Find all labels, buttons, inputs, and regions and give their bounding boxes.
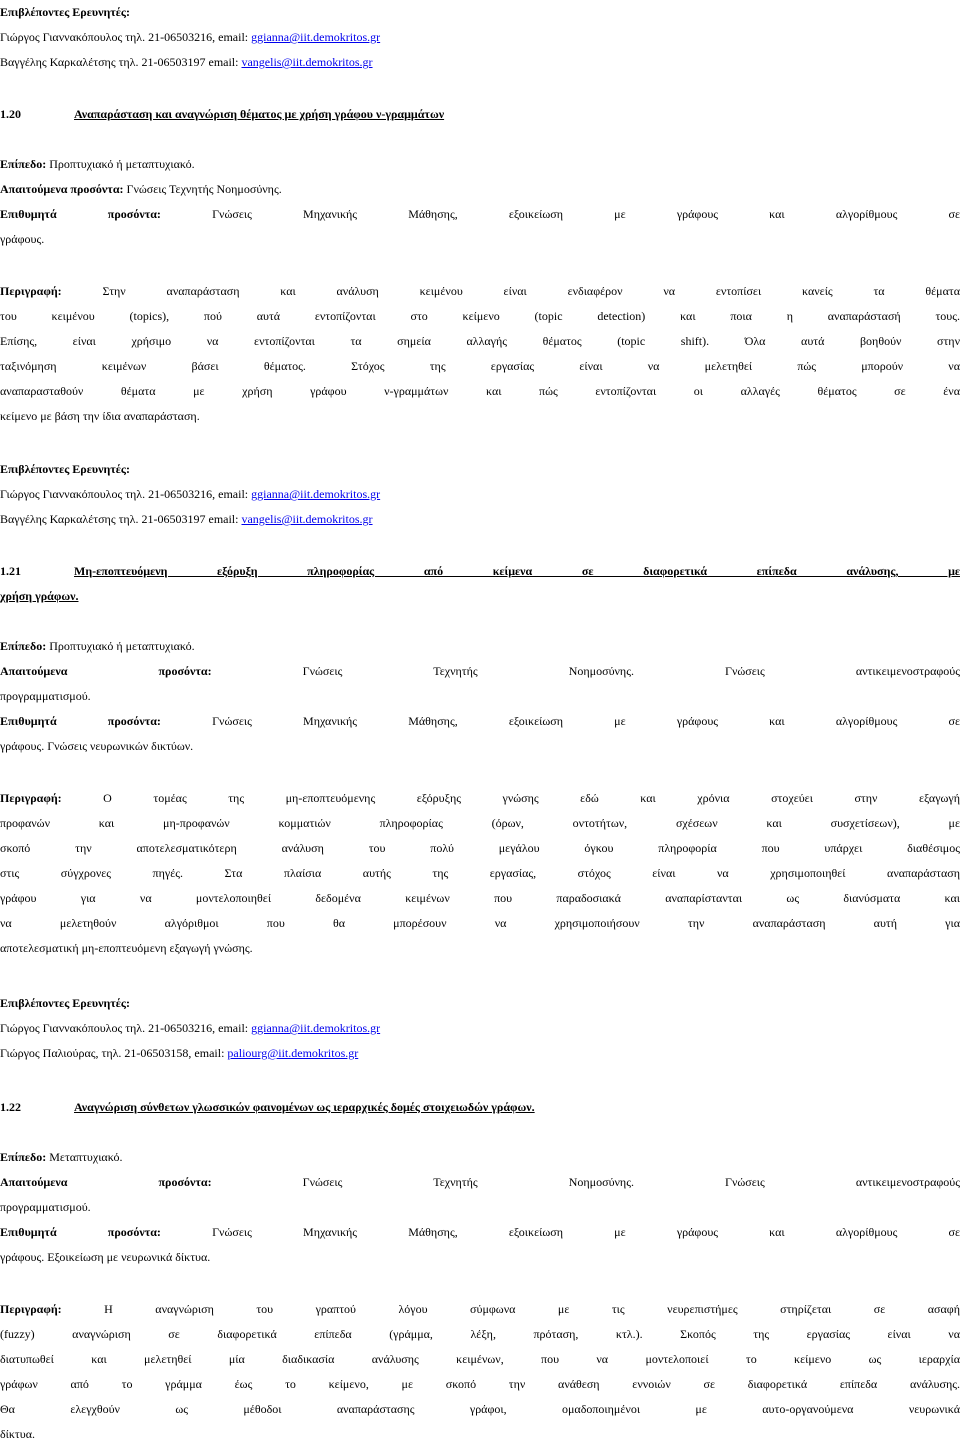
- email-link[interactable]: ggianna@iit.demokritos.gr: [251, 1021, 381, 1035]
- description-line: σκοπό την αποτελεσματικότερη ανάλυση του πολύ μεγάλου όγκου πληροφορία που υπάρχει διαθέσιμος: [0, 841, 960, 855]
- required-skills-line: Απαιτούμενα προσόντα: Γνώσεις Τεχνητής Νοημοσύνης. Γνώσεις αντικειμενοστραφούς: [0, 664, 960, 678]
- description-line: Επίσης, είναι χρήσιμο να εντοπίζονται τα σημεία αλλαγής θέματος (topic shift). Όλα αυτά βοηθούν στην: [0, 334, 960, 348]
- supervisors-heading: Επιβλέποντες Ερευνητές:: [0, 5, 130, 19]
- description-line: Θα ελεγχθούν ως μέθοδοι αναπαράστασης γράφοι, ομαδοποιημένοι με αυτο-οργανούμενα νευρωνικά: [0, 1402, 960, 1416]
- section-title: Αναγνώριση σύνθετων γλωσσικών φαινομένων ως ιεραρχικές δομές στοιχειωδών γράφων.: [74, 1100, 535, 1114]
- required-skills-line: προγραμματισμού.: [0, 1200, 91, 1214]
- section-1-22-description: [0, 1297, 960, 1447]
- desired-skills-line: Επιθυμητά προσόντα: Γνώσεις Μηχανικής Μάθησης, εξοικείωση με γράφους και αλγορίθμους σε: [0, 207, 960, 221]
- required-skills-line: Απαιτούμενα προσόντα: Γνώσεις Τεχνητής Νοημοσύνης. Γνώσεις αντικειμενοστραφούς: [0, 1175, 960, 1189]
- description-line: ταξινόμηση κειμένων βάσει θέματος. Στόχος της εργασίας είναι να μελετηθεί πώς μπορούν να: [0, 359, 960, 373]
- section-1-20-description: [0, 279, 960, 429]
- description-line: δίκτυα.: [0, 1427, 35, 1441]
- desired-skills-line: γράφους. Γνώσεις νευρωνικών δικτύων.: [0, 739, 194, 753]
- level-line: Επίπεδο: Προπτυχιακό ή μεταπτυχιακό.: [0, 157, 195, 171]
- description-line: προφανών και μη-προφανών κομματιών πληροφορίας (όρων, οντοτήτων, σχέσεων και συσχετίσεων), με: [0, 816, 960, 830]
- description-line: αποτελεσματική μη-εποπτευόμενη εξαγωγή γνώσης.: [0, 941, 253, 955]
- description-line: κείμενο με βάση την ίδια αναπαράσταση.: [0, 409, 200, 423]
- section-1-20-meta: [0, 152, 960, 252]
- email-link[interactable]: paliourg@iit.demokritos.gr: [227, 1046, 359, 1060]
- section-title: Αναπαράσταση και αναγνώριση θέματος με χρήση γράφου ν-γραμμάτων: [74, 107, 445, 121]
- required-skills-line: προγραμματισμού.: [0, 689, 91, 703]
- description-line: να μελετηθούν αλγόριθμοι που θα μπορέσουν να χρησιμοποιήσουν την αναπαράσταση αυτή για: [0, 916, 960, 930]
- description-line: (fuzzy) αναγνώριση σε διαφορετικά επίπεδα (γράμμα, λέξη, πρόταση, κτλ.). Σκοπός της εργασίας είναι να: [0, 1327, 960, 1341]
- email-link[interactable]: vangelis@iit.demokritos.gr: [241, 512, 373, 526]
- supervisor-row: Γιώργος Γιαννακόπουλος τηλ. 21-06503216, email: ggianna@iit.demokritos.gr: [0, 487, 381, 501]
- section-1-21-description: [0, 786, 960, 961]
- top-supervisors-block: [0, 0, 960, 75]
- description-line: διατυπωθεί και μελετηθεί μία διαδικασία ανάλυσης κειμένων, που να μοντελοποιεί το κείμενο ως ιεραρχία: [0, 1352, 960, 1366]
- section-number: 1.21: [0, 564, 21, 578]
- desired-skills-line: γράφους. Εξοικείωση με νευρωνικά δίκτυα.: [0, 1250, 211, 1264]
- section-1-22-meta: [0, 1145, 960, 1270]
- supervisor-row: Γιώργος Γιαννακόπουλος τηλ. 21-06503216, email: ggianna@iit.demokritos.gr: [0, 30, 381, 44]
- section-1-21-supervisors: [0, 991, 960, 1066]
- description-line: Περιγραφή: Η αναγνώριση του γραπτού λόγου σύμφωνα με τις νευρεπιστήμες στηρίζεται σε ασαφή: [0, 1302, 960, 1316]
- level-line: Επίπεδο: Προπτυχιακό ή μεταπτυχιακό.: [0, 639, 195, 653]
- description-line: γράφου για να μοντελοποιηθεί δεδομένα κειμένων που παραδοσιακά αναπαρίστανται ως διανύσματα και: [0, 891, 960, 905]
- section-1-22-title: [0, 1095, 960, 1120]
- supervisors-heading: Επιβλέποντες Ερευνητές:: [0, 462, 130, 476]
- desired-skills-line: Επιθυμητά προσόντα: Γνώσεις Μηχανικής Μάθησης, εξοικείωση με γράφους και αλγορίθμους σε: [0, 714, 960, 728]
- description-line: Περιγραφή: Ο τομέας της μη-εποπτευόμενης εξόρυξης γνώσης εδώ και χρόνια στοχεύει στην εξαγωγή: [0, 791, 960, 805]
- section-1-20-supervisors: [0, 457, 960, 532]
- level-line: Επίπεδο: Μεταπτυχιακό.: [0, 1150, 123, 1164]
- desired-skills-line: γράφους.: [0, 232, 45, 246]
- supervisors-heading: Επιβλέποντες Ερευνητές:: [0, 996, 130, 1010]
- description-line: του κειμένου (topics), πού αυτά εντοπίζονται στο κείμενο (topic detection) και ποια η αναπαράστασή τους.: [0, 309, 960, 323]
- supervisor-row: Βαγγέλης Καρκαλέτσης τηλ. 21-06503197 email: vangelis@iit.demokritos.gr: [0, 55, 373, 69]
- section-1-21-meta: [0, 634, 960, 759]
- supervisor-row: Γιώργος Παλιούρας, τηλ. 21-06503158, email: paliourg@iit.demokritos.gr: [0, 1046, 359, 1060]
- required-skills-line: Απαιτούμενα προσόντα: Γνώσεις Τεχνητής Νοημοσύνης.: [0, 182, 282, 196]
- section-title: χρήση γράφων.: [0, 589, 79, 603]
- supervisor-row: Γιώργος Γιαννακόπουλος τηλ. 21-06503216, email: ggianna@iit.demokritos.gr: [0, 1021, 381, 1035]
- email-link[interactable]: vangelis@iit.demokritos.gr: [241, 55, 373, 69]
- desired-skills-line: Επιθυμητά προσόντα: Γνώσεις Μηχανικής Μάθησης, εξοικείωση με γράφους και αλγορίθμους σε: [0, 1225, 960, 1239]
- description-line: γράφων από το γράμμα έως το κείμενο, με σκοπό την ανάθεση εννοιών σε διαφορετικά επίπεδα ανάλυσης.: [0, 1377, 960, 1391]
- section-1-21-title: [0, 559, 960, 609]
- email-link[interactable]: ggianna@iit.demokritos.gr: [251, 30, 381, 44]
- description-line: Περιγραφή: Στην αναπαράσταση και ανάλυση κειμένου είναι ενδιαφέρον να εντοπίσει κανείς τα θέματα: [0, 284, 960, 298]
- section-number: 1.22: [0, 1100, 21, 1114]
- section-title: Μη-εποπτευόμενη εξόρυξη πληροφορίας από κείμενα σε διαφορετικά επίπεδα ανάλυσης, με: [74, 564, 960, 578]
- email-link[interactable]: ggianna@iit.demokritos.gr: [251, 487, 381, 501]
- supervisor-row: Βαγγέλης Καρκαλέτσης τηλ. 21-06503197 email: vangelis@iit.demokritos.gr: [0, 512, 373, 526]
- section-number: 1.20: [0, 107, 21, 121]
- section-1-20-title: [0, 102, 960, 127]
- description-line: στις σύγχρονες πηγές. Στα πλαίσια αυτής της εργασίας, στόχος είναι να χρησιμοποιηθεί αναπαράσταση: [0, 866, 960, 880]
- description-line: αναπαρασταθούν θέματα με χρήση γράφου ν-γραμμάτων και πώς εντοπίζονται οι αλλαγές θέματος σε ένα: [0, 384, 960, 398]
